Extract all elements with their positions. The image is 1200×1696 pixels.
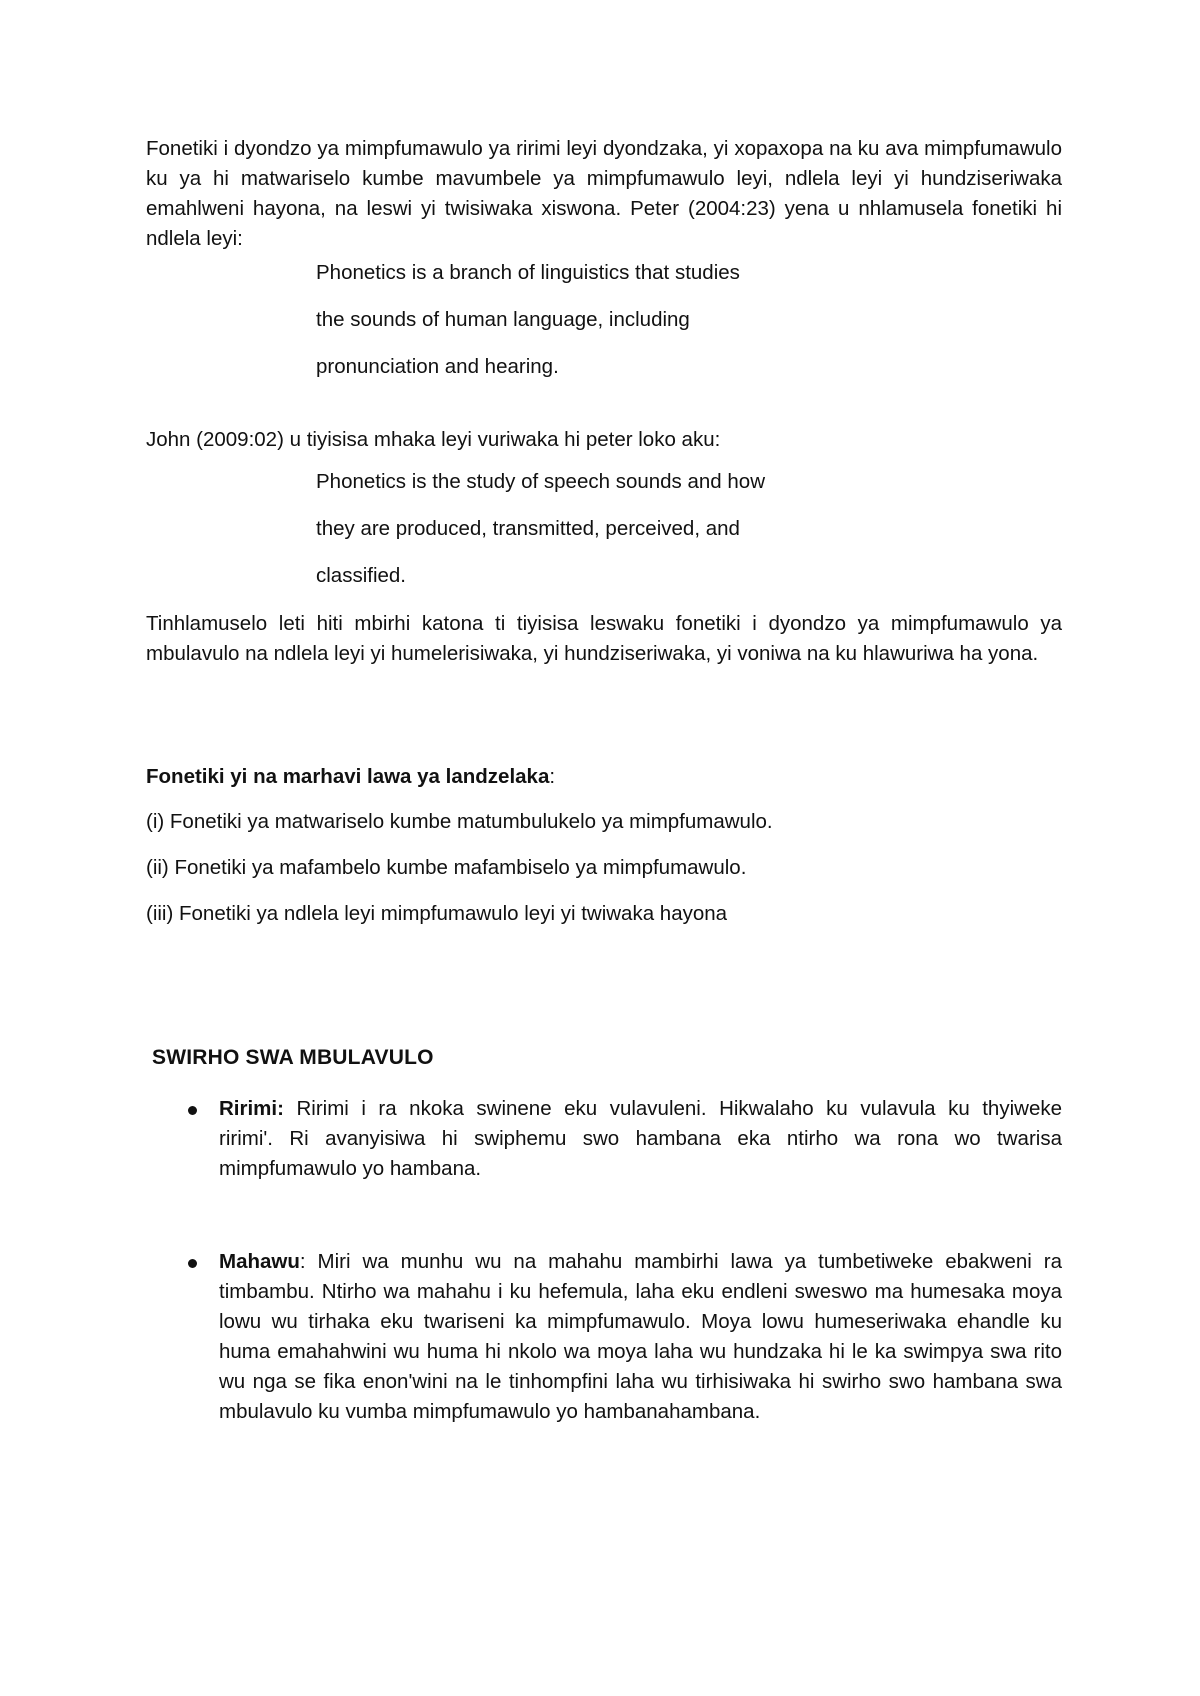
quote-line: Phonetics is the study of speech sounds and how (316, 470, 766, 493)
organ-term: Ririmi: (219, 1097, 284, 1120)
organ-item-mahawu (219, 1247, 1062, 1427)
section-heading: SWIRHO SWA MBULAVULO (152, 1046, 434, 1069)
organ-description: : Miri wa munhu wu na mahahu mambirhi lawa ya tumbetiweke ebakweni ra timbambu. Ntirho wa mahahu i ku hefemula, laha eku endleni sweswo ma humesaka moya lowu wu tirhaka eku twariseni ka mimpfumawulo. Moya lowu humeseriwaka ehandle ku huma emahahwini wu huma hi nkolo wa moya laha wu hundzaka hi le ka swimpya swa rito wu nga se fika enon'wini na le tinhompfini laha wu tirhisiwaka hi swirho swo hambana swa mbulavulo ku vumba mimpfumawulo yo hambanahambana. (219, 1250, 1062, 1423)
quote-line: the sounds of human language, including (316, 308, 690, 331)
intro-paragraph: Fonetiki i dyondzo ya mimpfumawulo ya ririmi leyi dyondzaka, yi xopaxopa na ku ava mimpfumawulo ku ya hi matwariselo kumbe mavumbele ya mimpfumawulo leyi, ndlela leyi yi hundziseriwaka emahlweni hayona, na leswi yi twisiwaka xiswona. Peter (2004:23) yena u nhlamusela fonetiki hi ndlela leyi: (146, 137, 1062, 250)
organ-item-ririmi (219, 1094, 1108, 1184)
list-item: (i) Fonetiki ya matwariselo kumbe matumbulukelo ya mimpfumawulo. (146, 810, 773, 833)
list-item: (ii) Fonetiki ya mafambelo kumbe mafambiselo ya mimpfumawulo. (146, 856, 747, 879)
list-item: (iii) Fonetiki ya ndlela leyi mimpfumawulo leyi yi twiwaka hayona (146, 902, 728, 925)
quote-peter (316, 258, 1016, 399)
bullet-icon (188, 1259, 197, 1268)
branches-heading-colon: : (549, 765, 556, 788)
summary-paragraph: Tinhlamuselo leti hiti mbirhi katona ti tiyisisa leswaku fonetiki i dyondzo ya mimpfumawulo ya mbulavulo na ndlela leyi yi humelerisiwaka, yi hundziseriwaka, yi voniwa na ku hlawuriwa ha yona. (146, 612, 1062, 665)
bullet-icon (188, 1106, 197, 1115)
quote-line: Phonetics is a branch of linguistics that studies (316, 261, 740, 284)
quote-john (316, 467, 1016, 608)
organ-description: Ririmi i ra nkoka swinene eku vulavuleni. Hikwalaho ku vulavula ku thyiweke ririmi'. Ri avanyisiwa hi swiphemu swo hambana eka ntirho wa rona wo twarisa mimpfumawulo yo hambana. (219, 1097, 1108, 1180)
organ-term: Mahawu (219, 1250, 300, 1273)
branches-list (146, 807, 1062, 945)
branches-heading (146, 762, 1062, 792)
branches-heading-text: Fonetiki yi na marhavi lawa ya landzelaka (146, 765, 550, 788)
quote-line: they are produced, transmitted, perceived, and (316, 517, 740, 540)
quote-line: pronunciation and hearing. (316, 355, 559, 378)
quote-line: classified. (316, 564, 407, 587)
john-citation: John (2009:02) u tiyisisa mhaka leyi vuriwaka hi peter loko aku: (146, 428, 721, 451)
